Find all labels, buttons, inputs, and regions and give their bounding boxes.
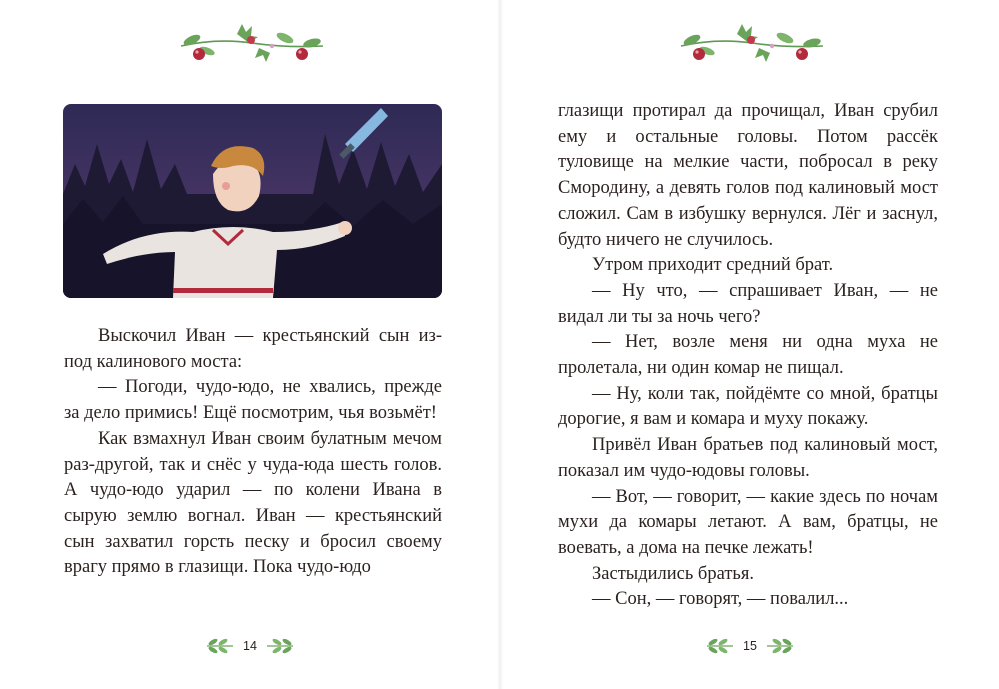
paragraph: Как взмахнул Иван своим булатным мечом раз-другой, так и снёс у чуда-юда шесть голов. А чудо-юдо ударил — по колени Ивана в сырую землю вогнал. Иван — крестьянский сын захватил горсть песку и бросил своему врагу прямо в глазищи. Пока чудо-юдо: [64, 428, 442, 578]
paragraph: Утром приходит средний брат.: [592, 255, 834, 276]
leaf-sprig-left-icon: [705, 636, 735, 656]
left-page-text: [64, 324, 442, 581]
leaf-sprig-left-icon: [205, 636, 235, 656]
illustration-ivan-with-sword: [63, 104, 442, 298]
leaf-sprig-right-icon: [265, 636, 295, 656]
paragraph: Выскочил Иван — крестьянский сын из-под калинового моста:: [64, 326, 442, 372]
paragraph: — Вот, — говорит, — какие здесь по ночам мухи да комары летают. А вам, братцы, не воевать, а дома на печке лежать!: [558, 486, 938, 558]
paragraph: — Ну, коли так, пойдёмте со мной, братцы дорогие, я вам и комара и муху покажу.: [558, 383, 938, 430]
berry-branch-ornament-icon: [677, 16, 827, 66]
page-number: 15: [743, 639, 757, 653]
leaf-sprig-right-icon: [765, 636, 795, 656]
right-page: [500, 0, 999, 689]
paragraph: — Ну что, — спрашивает Иван, — не видал ли ты за ночь чего?: [558, 280, 938, 327]
paragraph: — Сон, — говорят, — повалил...: [592, 589, 849, 610]
paragraph: Привёл Иван братьев под калиновый мост, показал им чудо-юдовы головы.: [558, 435, 938, 481]
left-page-folio: [205, 632, 295, 660]
paragraph: глазищи протирал да прочищал, Иван срубил ему и остальные головы. Потом рассёк туловище на мелкие части, побросал в реку Смородину, а девять голов под калиновый мост сложил. Сам в избушку вернулся. Лёг и заснул, будто ничего не случилось.: [558, 101, 938, 250]
page-number: 14: [243, 639, 257, 653]
berry-branch-ornament-icon: [177, 16, 327, 66]
right-page-text: [558, 99, 938, 613]
paragraph: Застыдились братья.: [592, 563, 754, 584]
paragraph: — Погоди, чудо-юдо, не хвались, прежде за дело примись! Ещё посмотрим, чья возьмёт!: [64, 377, 442, 424]
right-page-folio: [705, 632, 795, 660]
paragraph: — Нет, возле меня ни одна муха не пролетала, ни один комар не пищал.: [558, 332, 938, 379]
